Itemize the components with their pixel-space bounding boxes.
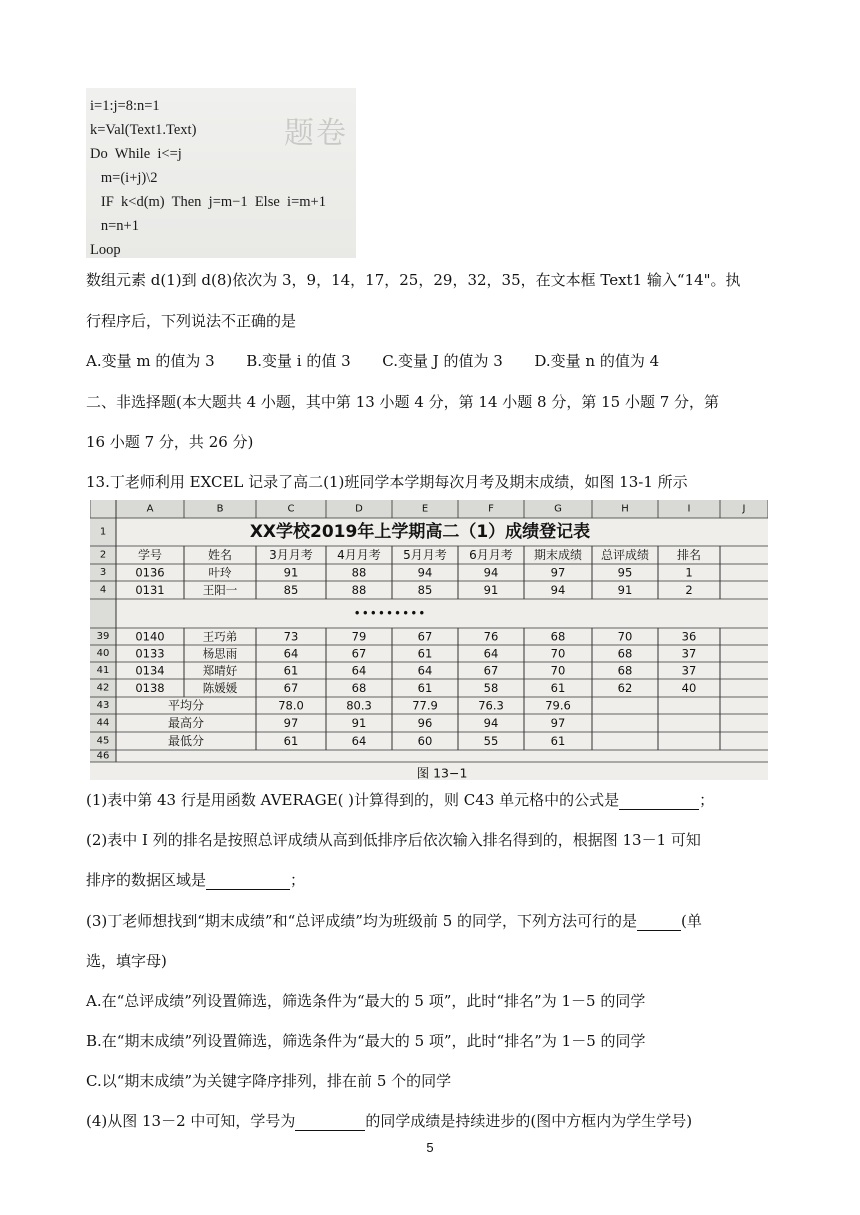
cell-r40-c6: 64 [483, 646, 499, 661]
code-line-1: i=1:j=8:n=1 [90, 98, 160, 114]
header-cell-2: 姓名 [207, 548, 233, 562]
cell-r3-c1: 0136 [135, 565, 165, 580]
q13-part2-line-2 [86, 870, 786, 890]
q13-intro: 13.丁老师利用 EXCEL 记录了高二(1)班同学本学期每次月考及期末成绩，如图 13-1 所示 [86, 473, 688, 491]
code-line-3: Do While i<=j [90, 146, 182, 162]
cell-r39-c6: 76 [483, 629, 499, 644]
q13-part1-text: (1)表中第 43 行是用函数 AVERAGE( )计算得到的，则 C43 单元格中的公式是 [86, 791, 620, 809]
column-letter-a: A [146, 503, 154, 515]
q13-part2-line-1: (2)表中 I 列的排名是按照总评成绩从高到低排序后依次输入排名得到的，根据图 13－1 可知 [86, 831, 701, 849]
q13-part2-blank[interactable] [206, 873, 290, 890]
q12-stem-line-1: 数组元素 d(1)到 d(8)依次为 3，9，14，17，25，29，32，35，在文本框 Text1 输入“14"。执 [86, 271, 741, 289]
q13-part3-option-b: B.在“期末成绩”列设置筛选，筛选条件为“最大的 5 项”，此时“排名”为 1－5 的同学 [86, 1032, 646, 1050]
summary-cell-r45-c7: 61 [550, 734, 566, 748]
cell-r39-c9: 36 [681, 629, 697, 644]
q12-option-c: C.变量 J 的值为 3 [382, 352, 503, 370]
cell-r3-c2: 叶玲 [208, 565, 232, 580]
cell-r42-c2: 陈媛媛 [202, 681, 238, 695]
code-line-2: k=Val(Text1.Text) [90, 122, 197, 138]
cell-r42-c5: 61 [417, 681, 433, 695]
summary-label-45: 最低分 [167, 734, 205, 748]
cell-r41-c3: 61 [283, 663, 299, 678]
section-2-heading-line-1: 二、非选择题(本大题共 4 小题，其中第 13 小题 4 分，第 14 小题 8 分，第 15 小题 7 分，第 [86, 393, 720, 411]
row-label-45: 45 [96, 735, 110, 747]
row-label-2: 2 [99, 549, 107, 561]
column-letter-d: D [355, 503, 363, 515]
q13-part3-end: (单 [681, 912, 702, 930]
cell-r42-c3: 67 [283, 681, 299, 695]
cell-r41-c6: 67 [483, 663, 499, 678]
header-cell-7: 期末成绩 [533, 548, 583, 562]
row-label-1: 1 [99, 526, 107, 538]
q13-part4-blank[interactable] [295, 1114, 365, 1131]
summary-cell-r43-c7: 79.6 [545, 698, 571, 713]
cell-r42-c9: 40 [681, 681, 697, 695]
q13-part1 [86, 790, 786, 810]
row-label-4: 4 [99, 584, 107, 596]
summary-cell-r44-c3: 97 [283, 716, 299, 730]
cell-r39-c1: 0140 [135, 629, 165, 644]
summary-label-44: 最高分 [167, 716, 205, 730]
figure-caption: 图 13−1 [416, 765, 468, 780]
summary-cell-r44-c5: 96 [417, 716, 433, 730]
rows-ellipsis: ••••••••• [353, 606, 427, 621]
cell-r42-c4: 68 [351, 681, 367, 695]
summary-cell-r44-c4: 91 [351, 716, 367, 730]
cell-r41-c2: 郑晴好 [202, 663, 238, 678]
summary-cell-r45-c4: 64 [351, 734, 367, 748]
cell-r4-c3: 85 [283, 583, 299, 597]
code-snippet-image [86, 88, 356, 258]
header-cell-5: 5月月考 [403, 548, 447, 562]
cell-r3-c7: 97 [550, 565, 566, 580]
summary-cell-r43-c3: 78.0 [278, 698, 304, 713]
q13-part2-text: 排序的数据区域是 [86, 871, 207, 889]
cell-r42-c6: 58 [483, 681, 499, 695]
cell-r42-c7: 61 [550, 681, 566, 695]
cell-r4-c1: 0131 [135, 583, 165, 597]
code-line-6: n=n+1 [90, 218, 139, 234]
q12-option-d: D.变量 n 的值为 4 [534, 352, 660, 370]
summary-cell-r44-c6: 94 [483, 716, 499, 730]
cell-r4-c2: 王阳一 [202, 583, 238, 597]
row-label-41: 41 [96, 665, 110, 676]
cell-r4-c8: 91 [617, 583, 633, 597]
q13-part3-blank[interactable] [637, 914, 681, 931]
page-number: 5 [426, 1140, 434, 1155]
code-line-4: m=(i+j)\2 [90, 170, 158, 186]
q13-part3-option-c: C.以“期末成绩”为关键字降序排列，排在前 5 个的同学 [86, 1072, 452, 1090]
cell-r42-c8: 62 [617, 681, 633, 695]
cell-r4-c4: 88 [351, 583, 367, 597]
q12-stem-line-2: 行程序后，下列说法不正确的是 [86, 312, 297, 330]
cell-r3-c9: 1 [685, 565, 693, 580]
q13-part1-blank[interactable] [619, 793, 699, 810]
cell-r40-c5: 61 [417, 646, 433, 661]
cell-r41-c1: 0134 [135, 663, 165, 678]
q13-part3-text: (3)丁老师想找到“期末成绩”和“总评成绩”均为班级前 5 的同学，下列方法可行的是 [86, 912, 638, 930]
spreadsheet-figure [90, 500, 768, 780]
summary-cell-r43-c4: 80.3 [346, 698, 372, 713]
cell-r42-c1: 0138 [135, 681, 165, 695]
column-letter-c: C [287, 503, 295, 515]
cell-r3-c5: 94 [417, 565, 433, 580]
cell-r40-c9: 37 [681, 646, 697, 661]
header-cell-8: 总评成绩 [600, 548, 650, 562]
row-label-42: 42 [96, 682, 110, 694]
row-label-40: 40 [96, 648, 110, 659]
cell-r41-c7: 70 [550, 663, 566, 678]
cell-r39-c2: 王巧弟 [202, 629, 238, 644]
row-label-39: 39 [96, 631, 110, 642]
cell-r3-c6: 94 [483, 565, 499, 580]
header-cell-6: 6月月考 [469, 548, 513, 562]
cell-r40-c8: 68 [617, 646, 633, 661]
q13-part3-line-1 [86, 911, 786, 931]
row-label-44: 44 [96, 717, 110, 729]
column-letter-g: G [554, 503, 562, 515]
row-label-3: 3 [99, 567, 107, 578]
q12-options [86, 351, 786, 371]
cell-r40-c1: 0133 [135, 646, 165, 661]
cell-r40-c3: 64 [283, 646, 299, 661]
summary-cell-r45-c3: 61 [283, 734, 299, 748]
q13-part4 [86, 1111, 786, 1131]
q13-part3-line-2: 选，填字母) [86, 952, 167, 970]
cell-r4-c6: 91 [483, 583, 499, 597]
column-letter-b: B [216, 503, 224, 515]
summary-cell-r43-c6: 76.3 [478, 698, 504, 713]
row-label-43: 43 [96, 700, 110, 711]
summary-cell-r45-c6: 55 [483, 734, 499, 748]
cell-r3-c3: 91 [283, 565, 299, 580]
cell-r41-c5: 64 [417, 663, 433, 678]
cell-r39-c4: 79 [351, 629, 367, 644]
spreadsheet-svg [90, 500, 768, 780]
column-letter-f: F [488, 503, 494, 515]
q12-option-a: A.变量 m 的值为 3 [86, 352, 215, 370]
cell-r4-c5: 85 [417, 583, 433, 597]
cell-r3-c4: 88 [351, 565, 367, 580]
summary-cell-r44-c7: 97 [550, 716, 566, 730]
row-label-46: 46 [96, 750, 110, 762]
watermark-text: 题卷 [284, 116, 348, 151]
cell-r40-c7: 70 [550, 646, 566, 661]
column-header-bar [90, 500, 768, 518]
cell-r41-c9: 37 [681, 663, 697, 678]
cell-r39-c3: 73 [283, 629, 299, 644]
cell-r39-c5: 67 [417, 629, 433, 644]
cell-r40-c4: 67 [351, 646, 367, 661]
header-cell-3: 3月月考 [269, 548, 313, 562]
summary-cell-r45-c5: 60 [417, 734, 433, 748]
code-line-5: IF k<d(m) Then j=m−1 Else i=m+1 [90, 194, 326, 210]
cell-r41-c8: 68 [617, 663, 633, 678]
cell-r39-c7: 68 [550, 629, 566, 644]
q13-part1-end: ； [699, 791, 715, 809]
column-letter-j: J [742, 503, 746, 515]
cell-r40-c2: 杨思雨 [202, 646, 238, 661]
sheet-title: XX学校2019年上学期高二（1）成绩登记表 [249, 522, 591, 542]
header-cell-9: 排名 [676, 548, 702, 562]
cell-r4-c9: 2 [685, 583, 693, 597]
cell-r3-c8: 95 [617, 565, 633, 580]
header-cell-4: 4月月考 [337, 548, 381, 562]
code-line-7: Loop [90, 242, 121, 258]
column-letter-i: I [687, 503, 691, 515]
section-2-heading-line-2: 16 小题 7 分，共 26 分) [86, 433, 254, 451]
q12-option-b: B.变量 i 的值 3 [246, 352, 351, 370]
summary-cell-r43-c5: 77.9 [412, 698, 438, 713]
summary-label-43: 平均分 [167, 698, 205, 713]
cell-r39-c8: 70 [617, 629, 633, 644]
q13-part4-end: 的同学成绩是持续进步的(图中方框内为学生学号) [365, 1112, 693, 1130]
header-cell-1: 学号 [137, 548, 163, 562]
q13-part3-option-a: A.在“总评成绩”列设置筛选，筛选条件为“最大的 5 项”，此时“排名”为 1－5 的同学 [86, 992, 646, 1010]
q13-part4-text: (4)从图 13－2 中可知，学号为 [86, 1112, 296, 1130]
column-letter-e: E [421, 503, 429, 515]
cell-r41-c4: 64 [351, 663, 367, 678]
cell-r4-c7: 94 [550, 583, 566, 597]
q13-part2-end: ； [290, 871, 306, 889]
column-letter-h: H [621, 503, 629, 515]
